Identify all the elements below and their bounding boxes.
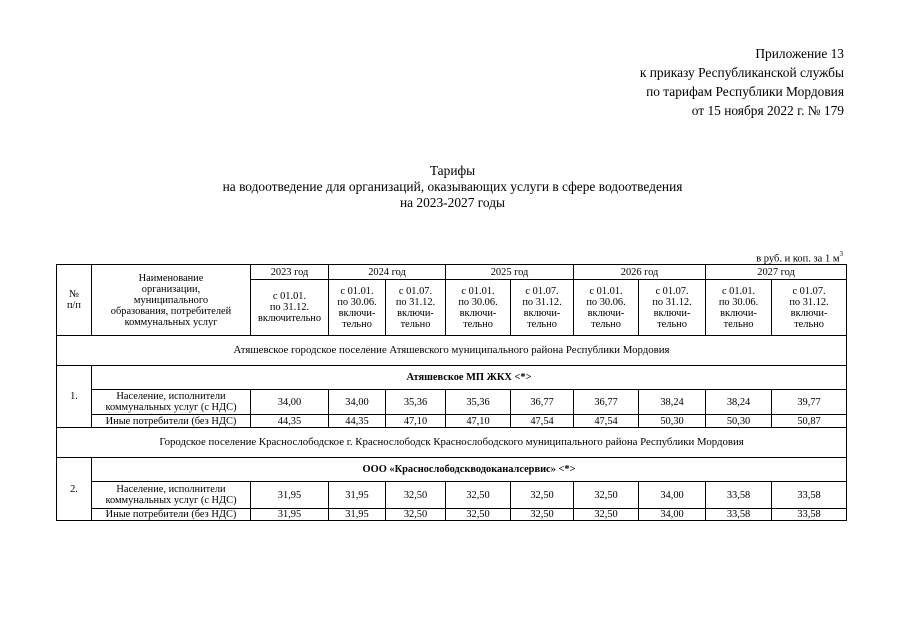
tariff-value: 36,77 [511,390,574,415]
tariff-value: 47,54 [574,415,639,428]
header-number: № п/п [57,265,92,336]
appendix-line: от 15 ноября 2022 г. № 179 [691,103,844,118]
tariff-row [57,482,847,509]
header-row-years [57,265,847,280]
tariff-value: 32,50 [386,509,446,521]
tariff-value: 32,50 [511,509,574,521]
tariff-value: 32,50 [511,482,574,509]
tariff-value: 34,00 [639,509,706,521]
header-year: 2026 год [574,265,706,280]
tariff-row [57,415,847,428]
title-line: на 2023-2027 годы [399,195,506,210]
header-name: Наименование организации, муниципального образования, потребителей коммунальных услуг [92,265,251,336]
tariff-value: 31,95 [329,482,386,509]
tariff-value: 32,50 [574,509,639,521]
tariff-value: 31,95 [251,482,329,509]
organization-row [57,458,847,482]
tariff-value: 39,77 [772,390,847,415]
tariff-value: 31,95 [329,509,386,521]
tariff-value: 38,24 [639,390,706,415]
tariff-value: 31,95 [251,509,329,521]
tariff-value: 32,50 [386,482,446,509]
tariff-value: 33,58 [706,509,772,521]
tariff-value: 47,10 [446,415,511,428]
tariff-row [57,390,847,415]
header-year: 2023 год [251,265,329,280]
municipality-name: Городское поселение Краснослободское г. Краснослободск Краснослободского муниципального района Республики Мордовия [57,428,847,458]
tariff-value: 34,00 [639,482,706,509]
appendix-line: по тарифам Республики Мордовия [646,84,844,99]
consumer-label: Население, исполнители коммунальных услуг (с НДС) [92,482,251,509]
tariff-value: 33,58 [706,482,772,509]
tariff-value: 47,54 [511,415,574,428]
header-period: с 01.01. по 30.06. включи- тельно [329,280,386,336]
header-period: с 01.07. по 31.12. включи- тельно [511,280,574,336]
consumer-label: Иные потребители (без НДС) [92,415,251,428]
title-line: на водоотведение для организаций, оказывающих услуги в сфере водоотведения [222,179,683,194]
units-text: в руб. и коп. за 1 м [756,253,840,265]
tariff-value: 34,00 [329,390,386,415]
tariff-value: 50,30 [639,415,706,428]
row-number: 1. [57,366,92,428]
header-year: 2027 год [706,265,847,280]
tariff-value: 32,50 [446,482,511,509]
organization-name: ООО «Краснослободскводоканалсервис» <*> [92,458,847,482]
tariff-value: 44,35 [251,415,329,428]
organization-name: Атяшевское МП ЖКХ <*> [92,366,847,390]
tariff-value: 32,50 [446,509,511,521]
header-period: с 01.07. по 31.12. включи- тельно [772,280,847,336]
appendix-line: к приказу Республиканской службы [639,65,844,80]
header-period: с 01.01. по 30.06. включи- тельно [446,280,511,336]
appendix-block [640,44,844,120]
appendix-line: Приложение 13 [755,46,844,61]
organization-row [57,366,847,390]
title-line: Тарифы [429,163,476,178]
consumer-label: Иные потребители (без НДС) [92,509,251,521]
row-number: 2. [57,458,92,521]
tariff-value: 33,58 [772,509,847,521]
tariff-value: 36,77 [574,390,639,415]
units-note [756,251,843,265]
tariff-value: 35,36 [446,390,511,415]
header-period: с 01.07. по 31.12. включи- тельно [639,280,706,336]
tariff-row [57,509,847,521]
tariff-value: 33,58 [772,482,847,509]
tariff-value: 32,50 [574,482,639,509]
header-period: с 01.01. по 31.12. включительно [251,280,329,336]
tariff-value: 47,10 [386,415,446,428]
tariff-table-body [57,265,847,521]
municipality-name: Атяшевское городское поселение Атяшевского муниципального района Республики Мордовия [57,336,847,366]
municipality-row [57,428,847,458]
header-year: 2025 год [446,265,574,280]
header-period: с 01.07. по 31.12. включи- тельно [386,280,446,336]
units-superscript: 3 [839,250,843,258]
consumer-label: Население, исполнители коммунальных услуг (с НДС) [92,390,251,415]
municipality-row [57,336,847,366]
document-title [0,163,905,211]
header-period: с 01.01. по 30.06. включи- тельно [574,280,639,336]
tariff-value: 50,30 [706,415,772,428]
tariff-value: 50,87 [772,415,847,428]
tariff-value: 34,00 [251,390,329,415]
tariff-value: 38,24 [706,390,772,415]
tariff-table [56,264,847,521]
header-period: с 01.01. по 30.06. включи- тельно [706,280,772,336]
header-year: 2024 год [329,265,446,280]
tariff-value: 35,36 [386,390,446,415]
tariff-value: 44,35 [329,415,386,428]
